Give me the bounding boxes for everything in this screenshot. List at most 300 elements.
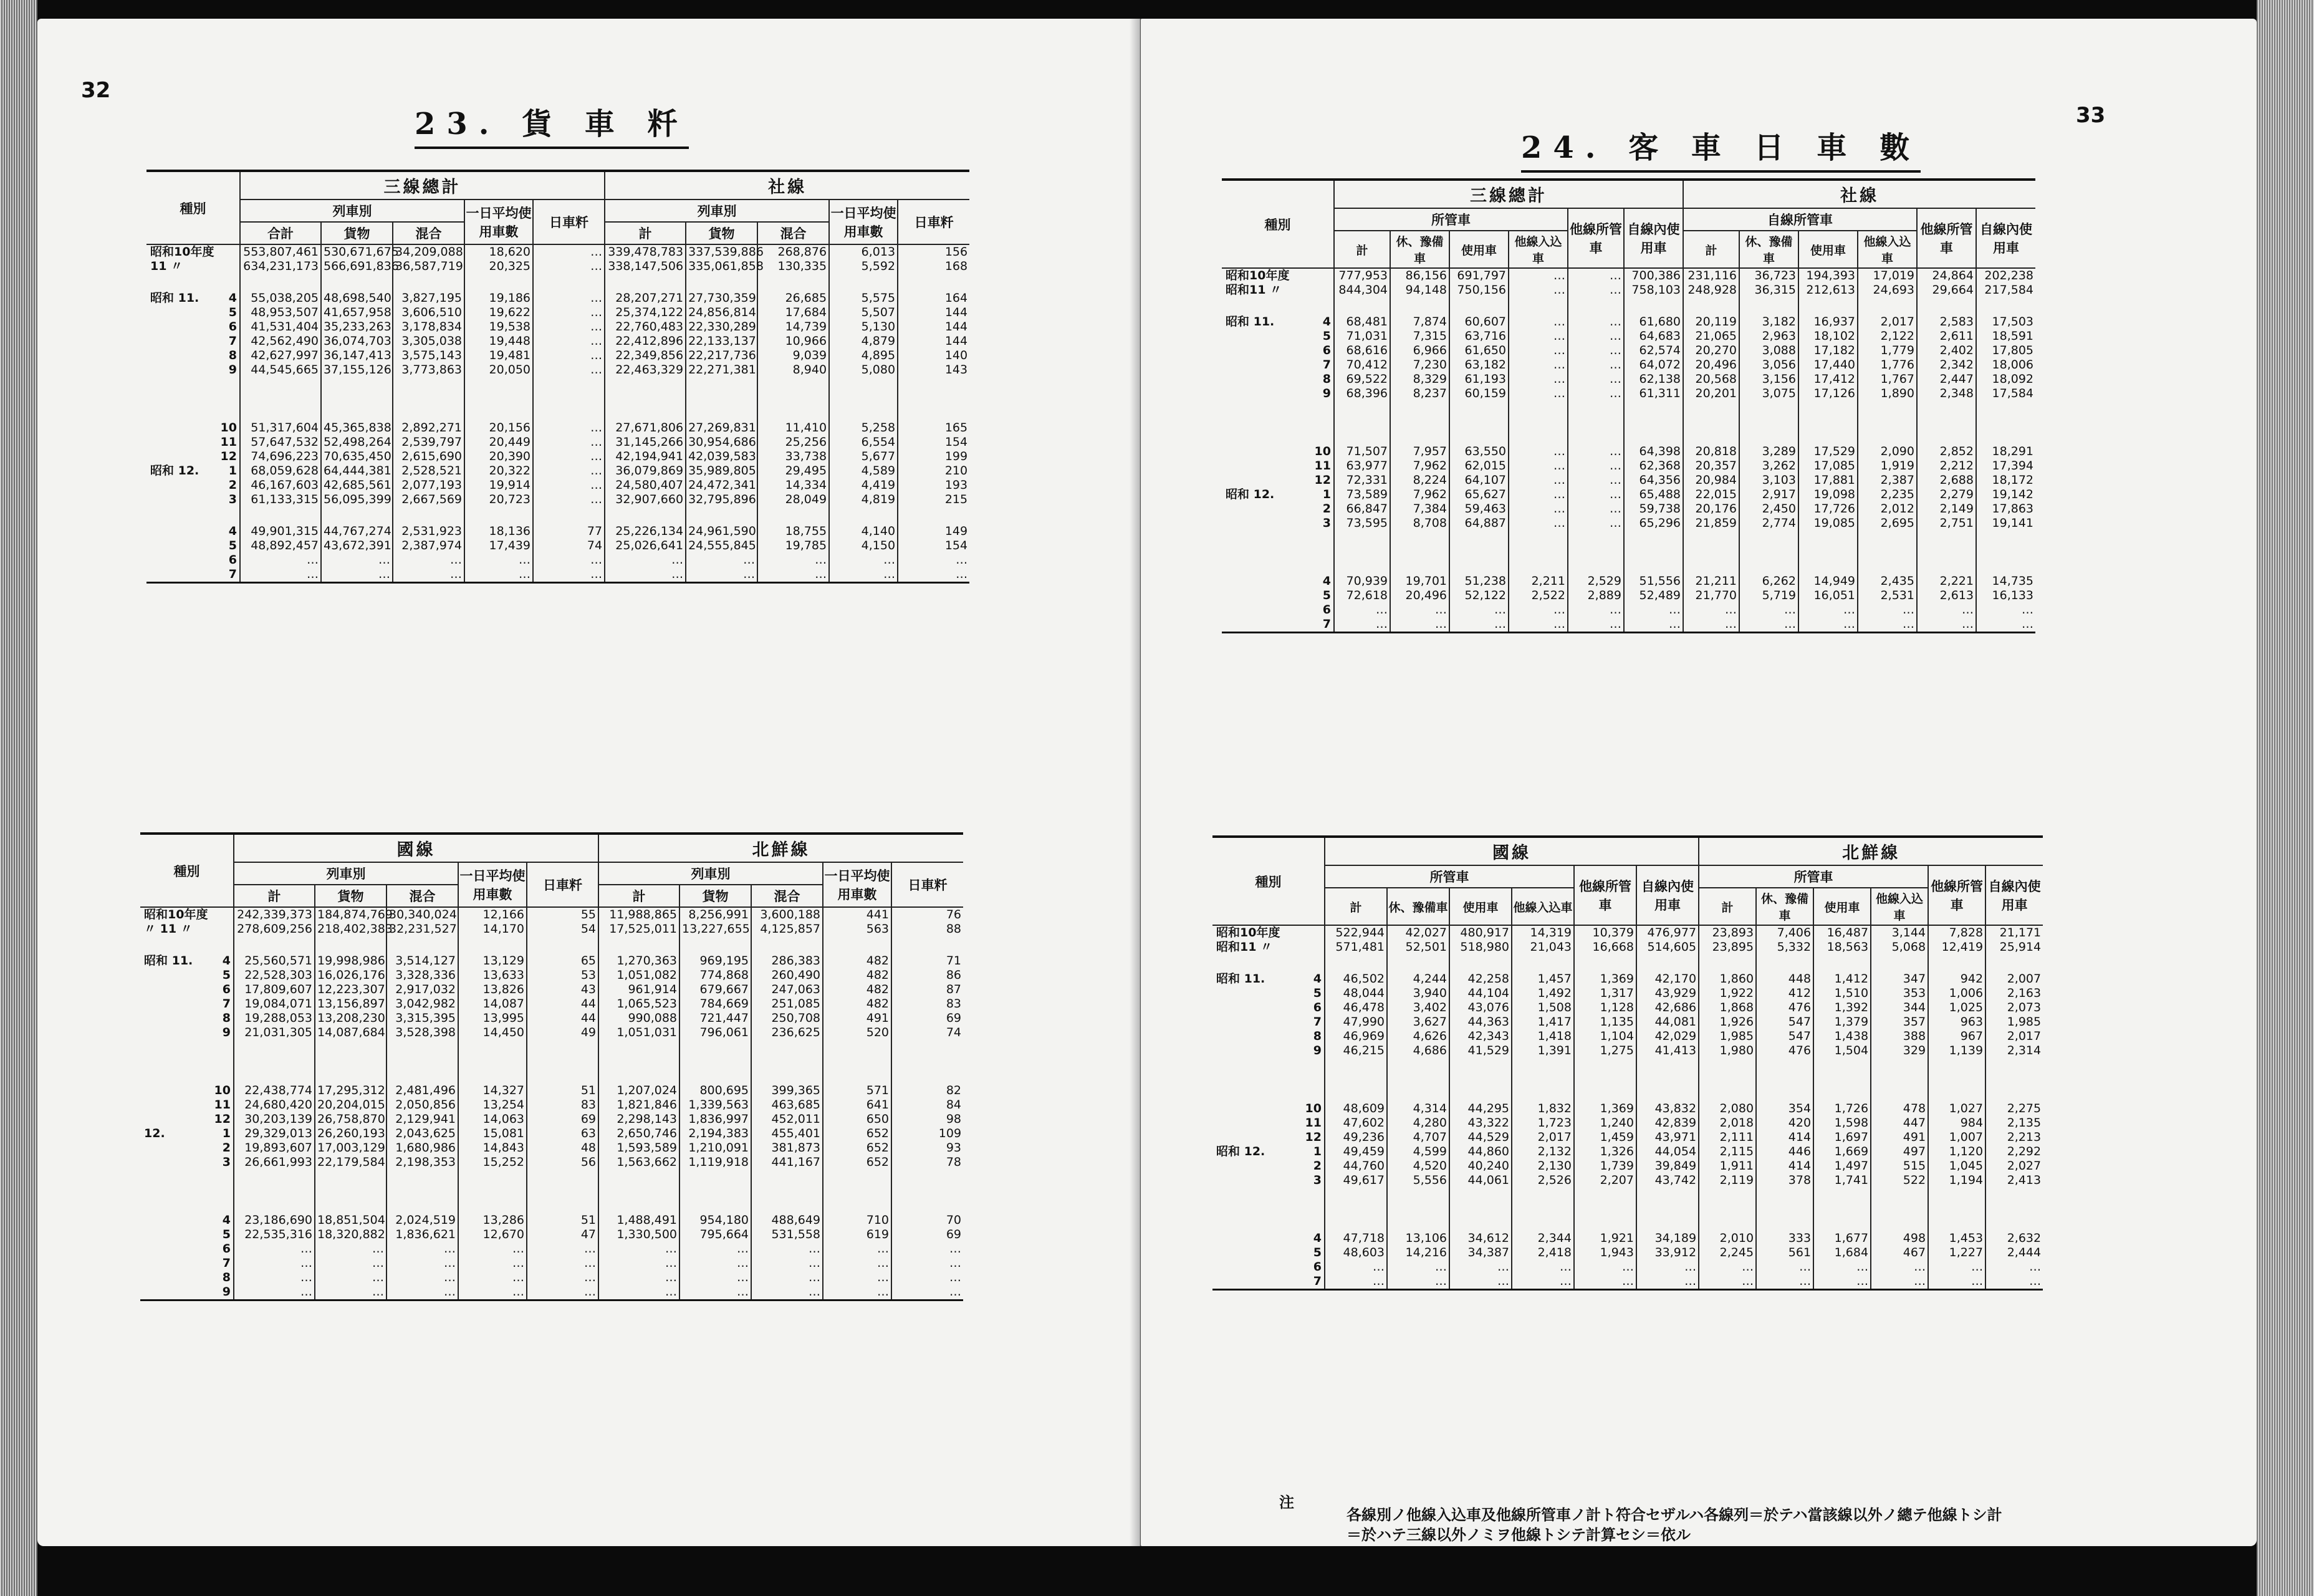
data-cell: 339,478,783: [605, 244, 686, 259]
data-cell: 73,595: [1334, 516, 1390, 531]
data-cell: 1,007: [1928, 1130, 1985, 1145]
data-cell: 68,396: [1334, 387, 1390, 401]
data-cell: 4,589: [829, 464, 898, 478]
data-cell: 2,010: [1699, 1231, 1756, 1246]
data-cell: 4,419: [829, 478, 898, 493]
table-row: [1222, 344, 2035, 358]
data-cell: …: [527, 1242, 598, 1256]
data-cell: 61,680: [1624, 315, 1683, 329]
data-cell: 42,839: [1636, 1116, 1699, 1130]
spacer-cell: [1636, 954, 1699, 972]
data-cell: 4,244: [1387, 972, 1449, 986]
row-label: 昭和10年度: [150, 245, 214, 259]
column-header: 計: [1334, 231, 1390, 268]
data-cell: 36,315: [1739, 283, 1798, 297]
column-header: 使用車: [1449, 231, 1509, 268]
row-month: 12: [220, 449, 237, 463]
spacer-cell: [686, 274, 757, 291]
table-row: [1222, 502, 2035, 516]
table-row: [140, 1242, 963, 1256]
row-label: [140, 1213, 199, 1228]
spacer-cell: [1212, 1058, 1290, 1102]
data-cell: 4,150: [829, 539, 898, 553]
row-label: [146, 478, 206, 493]
data-cell: 13,156,897: [315, 997, 386, 1011]
data-cell: 3,627: [1387, 1015, 1449, 1029]
data-cell: …: [1756, 1274, 1813, 1290]
data-cell: …: [823, 1271, 891, 1285]
spacer-cell: [1624, 401, 1683, 445]
spacer-cell: [598, 1040, 679, 1084]
data-cell: 47: [527, 1228, 598, 1242]
data-cell: 49,901,315: [240, 524, 321, 539]
data-cell: 154: [898, 435, 969, 449]
data-cell: 71,507: [1334, 445, 1390, 459]
data-cell: 6,262: [1739, 574, 1798, 589]
table-row: [1222, 516, 2035, 531]
data-cell: 2,115: [1699, 1145, 1756, 1159]
data-cell: 4,626: [1387, 1029, 1449, 1044]
data-cell: 44,061: [1449, 1173, 1512, 1188]
spacer-cell: [1512, 1188, 1574, 1231]
spacer-cell: [1212, 954, 1290, 972]
row-month: 8: [1322, 372, 1331, 386]
row-label: [1222, 617, 1300, 633]
data-cell: 69: [527, 1112, 598, 1127]
data-cell: 37,155,126: [321, 363, 393, 377]
data-cell: 420: [1756, 1116, 1813, 1130]
data-cell: 2,611: [1917, 329, 1976, 344]
data-cell: …: [464, 567, 533, 583]
data-cell: 43,322: [1449, 1116, 1512, 1130]
spacer-cell: [1300, 531, 1334, 574]
data-cell: 23,186,690: [234, 1213, 315, 1228]
data-cell: …: [527, 1271, 598, 1285]
data-cell: 22,015: [1683, 488, 1739, 502]
table-row: [146, 334, 969, 349]
spacer-cell: [891, 1170, 963, 1213]
row-month: 7: [206, 567, 240, 583]
data-cell: …: [533, 244, 605, 259]
data-cell: 795,664: [679, 1228, 751, 1242]
data-cell: …: [1739, 603, 1798, 617]
data-cell: 3,606,510: [393, 305, 464, 320]
spacer-cell: [386, 936, 458, 954]
row-month: 3: [1322, 516, 1331, 530]
data-cell: 14,063: [458, 1112, 527, 1127]
daily-avg-header: 一日平均使用車數: [458, 862, 527, 907]
row-month: 10: [220, 421, 237, 435]
row-label: [146, 539, 206, 553]
data-cell: 25,914: [1985, 940, 2043, 954]
data-cell: 520: [823, 1026, 891, 1040]
data-cell: 46,478: [1325, 1001, 1387, 1015]
data-cell: 5,258: [829, 421, 898, 435]
data-cell: 72,331: [1334, 473, 1390, 488]
data-cell: 2,917: [1739, 488, 1798, 502]
table-row: [146, 478, 969, 493]
data-cell: 48,044: [1325, 986, 1387, 1001]
data-cell: 63,182: [1449, 358, 1509, 372]
data-cell: 388: [1871, 1029, 1928, 1044]
data-cell: …: [1976, 603, 2035, 617]
spacer-cell: [146, 274, 206, 291]
row-label: [140, 1141, 199, 1155]
data-cell: …: [1574, 1274, 1636, 1290]
data-cell: 248,928: [1683, 283, 1739, 297]
row-label: [140, 1026, 199, 1040]
data-cell: 984: [1928, 1116, 1985, 1130]
data-cell: 27,730,359: [686, 291, 757, 305]
column-header: 貨物: [679, 885, 751, 907]
data-cell: 2,613: [1917, 589, 1976, 603]
data-cell: 62,574: [1624, 344, 1683, 358]
row-month: 12: [214, 1112, 231, 1126]
data-cell: …: [1512, 1274, 1574, 1290]
book-edge-left: [0, 0, 37, 1596]
group-header-2: 社線: [1683, 180, 2035, 208]
table-row: [1222, 329, 2035, 344]
data-cell: 721,447: [679, 1011, 751, 1026]
spacer-cell: [686, 377, 757, 421]
spacer-cell: [898, 274, 969, 291]
data-cell: 13,254: [458, 1098, 527, 1112]
data-cell: 86: [891, 968, 963, 983]
table-row: [140, 922, 963, 936]
data-cell: 57,647,532: [240, 435, 321, 449]
table-row: [146, 349, 969, 363]
data-cell: …: [1325, 1274, 1387, 1290]
data-cell: 4,520: [1387, 1159, 1449, 1173]
data-cell: 86,156: [1390, 268, 1449, 283]
spacer-cell: [1390, 531, 1449, 574]
row-label: 昭和 11.: [144, 954, 193, 968]
spacer-cell: [1449, 1188, 1512, 1231]
data-cell: 60,607: [1449, 315, 1509, 329]
data-cell: 378: [1756, 1173, 1813, 1188]
table-row: [1222, 283, 2035, 297]
table-row: [140, 1256, 963, 1271]
row-month: 5: [222, 1228, 231, 1241]
data-cell: 3,305,038: [393, 334, 464, 349]
data-cell: …: [321, 567, 393, 583]
freight-car-km-table-top: [146, 170, 969, 584]
data-cell: 3,940: [1387, 986, 1449, 1001]
spacer-cell: [1798, 531, 1858, 574]
column-header: 計: [234, 885, 315, 907]
data-cell: 1,227: [1928, 1246, 1985, 1260]
data-cell: 1,497: [1813, 1159, 1871, 1173]
spacer-cell: [315, 936, 386, 954]
spacer-cell: [1387, 1188, 1449, 1231]
data-cell: 49,617: [1325, 1173, 1387, 1188]
data-cell: 26,661,993: [234, 1155, 315, 1170]
spacer-cell: [1334, 531, 1390, 574]
spacer-cell: [1222, 531, 1300, 574]
data-cell: 1,680,986: [386, 1141, 458, 1155]
data-cell: 70: [891, 1213, 963, 1228]
data-cell: 74: [891, 1026, 963, 1040]
table-row: [146, 320, 969, 334]
data-cell: 1,821,846: [598, 1098, 679, 1112]
data-cell: 41,531,404: [240, 320, 321, 334]
spacer-cell: [1928, 954, 1985, 972]
kind-header: 種別: [140, 834, 234, 907]
row-month: 10: [214, 1084, 231, 1097]
data-cell: 1,868: [1699, 1001, 1756, 1015]
data-cell: 26,685: [757, 291, 829, 305]
data-cell: 412: [1756, 986, 1813, 1001]
passenger-table: [1212, 835, 2043, 1291]
data-cell: 19,622: [464, 305, 533, 320]
data-cell: …: [1568, 372, 1624, 387]
table-row: [1212, 1159, 2043, 1173]
data-cell: 41,413: [1636, 1044, 1699, 1058]
data-cell: …: [679, 1285, 751, 1300]
data-cell: 16,051: [1798, 589, 1858, 603]
data-cell: 2,212: [1917, 459, 1976, 473]
data-cell: …: [1509, 516, 1568, 531]
spacer-cell: [686, 507, 757, 524]
data-cell: 8,237: [1390, 387, 1449, 401]
data-cell: 19,893,607: [234, 1141, 315, 1155]
data-cell: 144: [898, 305, 969, 320]
row-label: [1222, 358, 1300, 372]
data-cell: 2,073: [1985, 1001, 2043, 1015]
data-cell: 88: [891, 922, 963, 936]
data-cell: 164: [898, 291, 969, 305]
data-cell: 2,077,193: [393, 478, 464, 493]
spacer-cell: [1636, 1188, 1699, 1231]
data-cell: 441,167: [751, 1155, 823, 1170]
row-label: [1212, 986, 1290, 1001]
spacer-cell: [1574, 954, 1636, 972]
spacer-cell: [234, 1040, 315, 1084]
data-cell: 51,317,604: [240, 421, 321, 435]
spacer-cell: [1222, 401, 1300, 445]
data-cell: …: [1509, 268, 1568, 283]
row-label: [1222, 372, 1300, 387]
data-cell: 14,216: [1387, 1246, 1449, 1260]
spacer-cell: [829, 507, 898, 524]
data-cell: …: [1512, 1260, 1574, 1274]
row-label: [140, 1271, 199, 1285]
row-month: 4: [222, 1213, 231, 1227]
data-cell: …: [1509, 372, 1568, 387]
row-label: [1222, 329, 1300, 344]
table-row: [1212, 940, 2043, 954]
row-month: 10: [1314, 445, 1331, 458]
data-cell: 4,707: [1387, 1130, 1449, 1145]
row-month: [1300, 283, 1334, 297]
data-cell: 353: [1871, 986, 1928, 1001]
data-cell: 11,410: [757, 421, 829, 435]
data-cell: 14,327: [458, 1084, 527, 1098]
page-title: 23. 貨 車 粁: [415, 100, 689, 149]
data-cell: …: [598, 1256, 679, 1271]
daily-avg-header: 一日平均使用車數: [829, 200, 898, 244]
data-cell: 357: [1871, 1015, 1928, 1029]
data-cell: 7,962: [1390, 488, 1449, 502]
data-cell: 3,144: [1871, 925, 1928, 940]
data-cell: 20,204,015: [315, 1098, 386, 1112]
passenger-car-days-table-top: [1222, 178, 2035, 633]
data-cell: …: [1858, 603, 1917, 617]
data-cell: 942: [1928, 972, 1985, 986]
column-header: 計: [1325, 888, 1387, 925]
data-cell: 42,343: [1449, 1029, 1512, 1044]
data-cell: 12,166: [458, 907, 527, 922]
spacer-cell: [1509, 401, 1568, 445]
table-row: [140, 1011, 963, 1026]
data-cell: 24,472,341: [686, 478, 757, 493]
data-cell: 76: [891, 907, 963, 922]
row-month: 11: [214, 1098, 231, 1112]
data-cell: 17,295,312: [315, 1084, 386, 1098]
data-cell: 286,383: [751, 954, 823, 968]
row-month: 5: [1322, 589, 1331, 602]
data-cell: 2,211: [1509, 574, 1568, 589]
row-label: [140, 1098, 199, 1112]
data-cell: 12,223,307: [315, 983, 386, 997]
data-cell: …: [1568, 268, 1624, 283]
data-cell: …: [1509, 445, 1568, 459]
spacer-cell: [823, 936, 891, 954]
data-cell: 2,024,519: [386, 1213, 458, 1228]
data-cell: 563: [823, 922, 891, 936]
data-cell: 2,344: [1512, 1231, 1574, 1246]
data-cell: 16,026,176: [315, 968, 386, 983]
data-cell: 14,087,684: [315, 1026, 386, 1040]
data-cell: 56,095,399: [321, 493, 393, 507]
data-cell: 13,995: [458, 1011, 527, 1026]
data-cell: …: [1509, 603, 1568, 617]
data-cell: 17,003,129: [315, 1141, 386, 1155]
data-cell: 8,256,991: [679, 907, 751, 922]
data-cell: 2,235: [1858, 488, 1917, 502]
data-cell: 13,208,230: [315, 1011, 386, 1026]
data-cell: 2,207: [1574, 1173, 1636, 1188]
data-cell: 9,039: [757, 349, 829, 363]
table-row: [1212, 1029, 2043, 1044]
data-cell: …: [386, 1285, 458, 1300]
data-cell: 17,584: [1976, 387, 2035, 401]
row-month: 6: [1322, 603, 1331, 617]
table-row: [146, 464, 969, 478]
data-cell: …: [1568, 502, 1624, 516]
spacer-row: [146, 274, 969, 291]
data-cell: 1,210,091: [679, 1141, 751, 1155]
data-cell: 19,914: [464, 478, 533, 493]
data-cell: 1,921: [1574, 1231, 1636, 1246]
spacer-cell: [206, 507, 240, 524]
data-cell: 22,133,137: [686, 334, 757, 349]
row-label: [146, 363, 206, 377]
data-cell: 2,615,690: [393, 449, 464, 464]
kind-header: 種別: [146, 171, 240, 244]
spacer-cell: [464, 377, 533, 421]
data-cell: …: [1509, 502, 1568, 516]
data-cell: 46,502: [1325, 972, 1387, 986]
data-cell: 1,379: [1813, 1015, 1871, 1029]
data-cell: 44,295: [1449, 1102, 1512, 1116]
data-cell: 758,103: [1624, 283, 1683, 297]
data-cell: 49,459: [1325, 1145, 1387, 1159]
data-cell: 5,332: [1756, 940, 1813, 954]
data-cell: 143: [898, 363, 969, 377]
data-cell: 17,439: [464, 539, 533, 553]
data-cell: 3,075: [1739, 387, 1798, 401]
data-cell: 20,568: [1683, 372, 1739, 387]
table-row: [1212, 972, 2043, 986]
data-cell: 2,043,625: [386, 1127, 458, 1141]
data-cell: 13,286: [458, 1213, 527, 1228]
data-cell: 14,739: [757, 320, 829, 334]
data-cell: 2,632: [1985, 1231, 2043, 1246]
spacer-cell: [1509, 531, 1568, 574]
spacer-cell: [598, 1170, 679, 1213]
spacer-cell: [605, 274, 686, 291]
table-row: [1222, 603, 2035, 617]
spacer-cell: [321, 274, 393, 291]
row-label: [1212, 1260, 1290, 1274]
spacer-cell: [757, 507, 829, 524]
spacer-cell: [1928, 1058, 1985, 1102]
row-month: 1: [222, 1127, 231, 1140]
data-cell: …: [1568, 358, 1624, 372]
spacer-cell: [1300, 401, 1334, 445]
data-cell: 42,027: [1387, 925, 1449, 940]
data-cell: 47,990: [1325, 1015, 1387, 1029]
data-cell: …: [1636, 1260, 1699, 1274]
data-cell: 52,122: [1449, 589, 1509, 603]
data-cell: 6,554: [829, 435, 898, 449]
data-cell: 24,555,845: [686, 539, 757, 553]
data-cell: 32,907,660: [605, 493, 686, 507]
data-cell: 7,828: [1928, 925, 1985, 940]
data-cell: 19,785: [757, 539, 829, 553]
data-cell: 72,618: [1334, 589, 1390, 603]
data-cell: 2,688: [1917, 473, 1976, 488]
page-title: 24. 客 車 日 車 數: [1521, 123, 1921, 173]
data-cell: 17,503: [1976, 315, 2035, 329]
spacer-cell: [1739, 297, 1798, 315]
data-cell: 19,998,986: [315, 954, 386, 968]
row-month: 4: [1322, 315, 1331, 329]
row-label: 昭和 11.: [150, 291, 199, 305]
spacer-cell: [1928, 1188, 1985, 1231]
data-cell: 47,718: [1325, 1231, 1387, 1246]
data-cell: 25,560,571: [234, 954, 315, 968]
data-cell: …: [1449, 617, 1509, 633]
table-row: [1222, 372, 2035, 387]
data-cell: …: [891, 1271, 963, 1285]
data-cell: 20,496: [1390, 589, 1449, 603]
row-month: 11: [1314, 459, 1331, 473]
data-cell: …: [533, 305, 605, 320]
spacer-cell: [1985, 1058, 2043, 1102]
data-cell: 21,770: [1683, 589, 1739, 603]
data-cell: 34,209,088: [393, 244, 464, 259]
data-cell: 44,363: [1449, 1015, 1512, 1029]
data-cell: 498: [1871, 1231, 1928, 1246]
data-cell: 70,939: [1334, 574, 1390, 589]
data-cell: 354: [1756, 1102, 1813, 1116]
data-cell: 2,017: [1512, 1130, 1574, 1145]
data-cell: 463,685: [751, 1098, 823, 1112]
own-line-use-header: 自線內使用車: [1636, 865, 1699, 925]
table-row: [140, 968, 963, 983]
